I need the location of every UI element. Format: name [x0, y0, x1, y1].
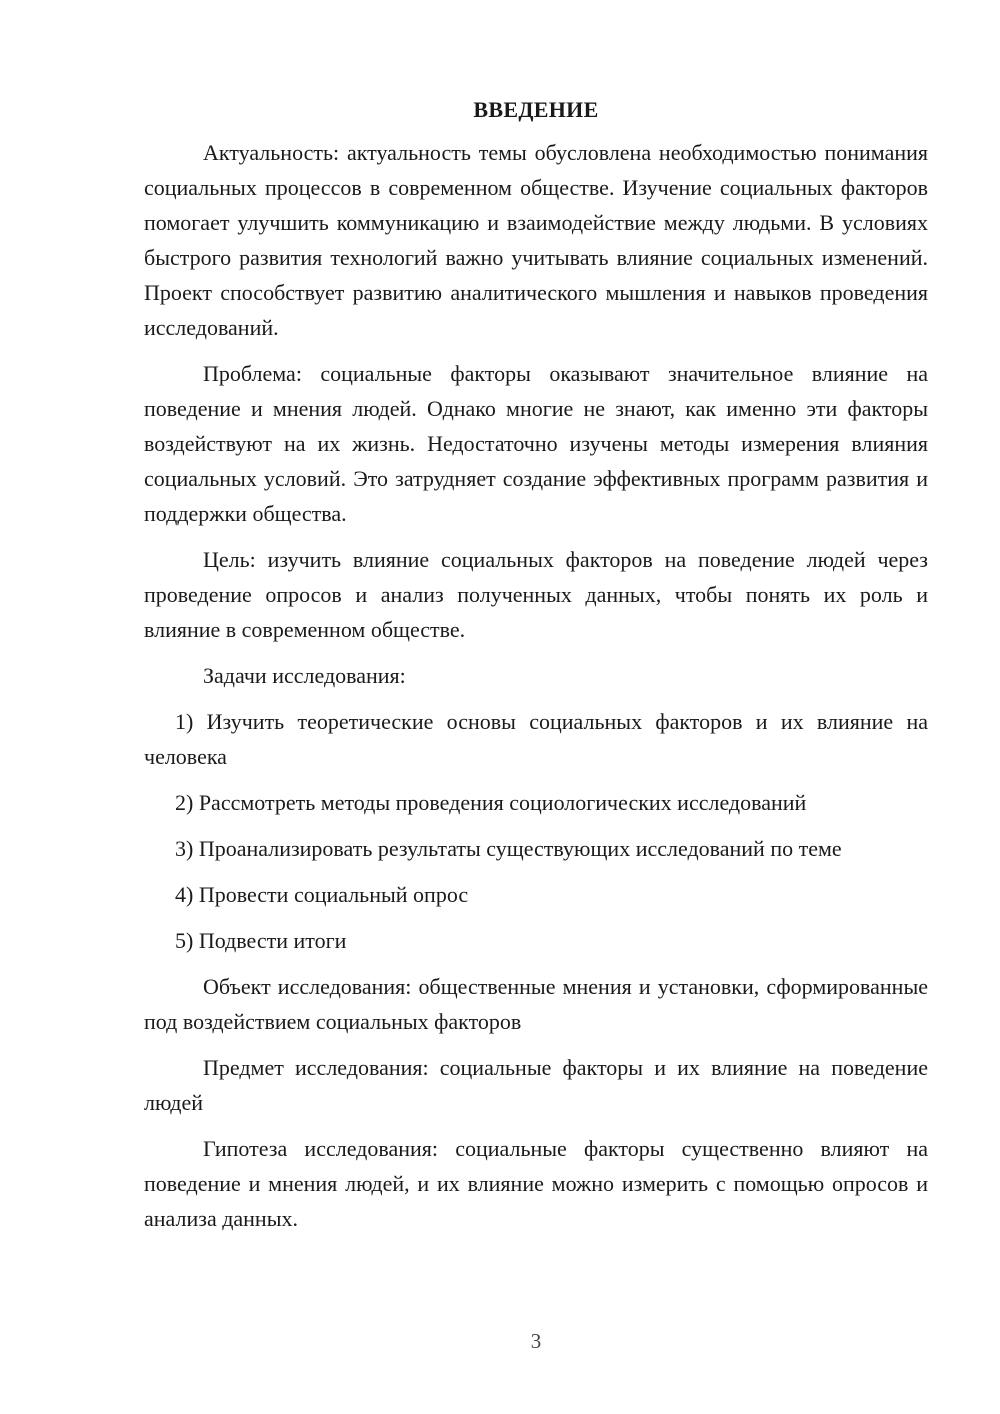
- section-title: ВВЕДЕНИЕ: [473, 97, 599, 122]
- tasks-heading: Задачи исследования:: [203, 663, 406, 688]
- relevance-paragraph: Актуальность: актуальность темы обусловлена необходимостью понимания социальных процессов в современном обществе. Изучение социальных факторов помогает улучшить коммуникацию и взаимодействие между людьми. В условиях быстрого развития технологий важно учитывать влияние социальных изменений. Проект способствует развитию аналитического мышления и навыков проведения исследований.: [144, 140, 928, 340]
- task-item-4: 4) Провести социальный опрос: [175, 882, 469, 907]
- subject-paragraph: Предмет исследования: социальные факторы и их влияние на поведение людей: [144, 1055, 928, 1115]
- task-item-2: 2) Рассмотреть методы проведения социологических исследований: [175, 790, 807, 815]
- task-item-3: 3) Проанализировать результаты существующих исследований по теме: [175, 836, 842, 861]
- hypothesis-paragraph: Гипотеза исследования: социальные факторы существенно влияют на поведение и мнения людей, и их влияние можно измерить с помощью опросов и анализа данных.: [144, 1136, 928, 1231]
- page-number: 3: [530, 1329, 542, 1353]
- goal-paragraph: Цель: изучить влияние социальных факторов на поведение людей через проведение опросов и анализ полученных данных, чтобы понять их роль и влияние в современном обществе.: [144, 547, 928, 642]
- document-page: [144, 92, 928, 1247]
- task-item-1: 1) Изучить теоретические основы социальных факторов и их влияние на человека: [144, 709, 928, 769]
- object-paragraph: Объект исследования: общественные мнения и установки, сформированные под воздействием социальных факторов: [144, 974, 928, 1034]
- task-item-5: 5) Подвести итоги: [175, 928, 347, 953]
- problem-paragraph: Проблема: социальные факторы оказывают значительное влияние на поведение и мнения людей. Однако многие не знают, как именно эти факторы воздействуют на их жизнь. Недостаточно изучены методы измерения влияния социальных условий. Это затрудняет создание эффективных программ развития и поддержки общества.: [144, 361, 928, 526]
